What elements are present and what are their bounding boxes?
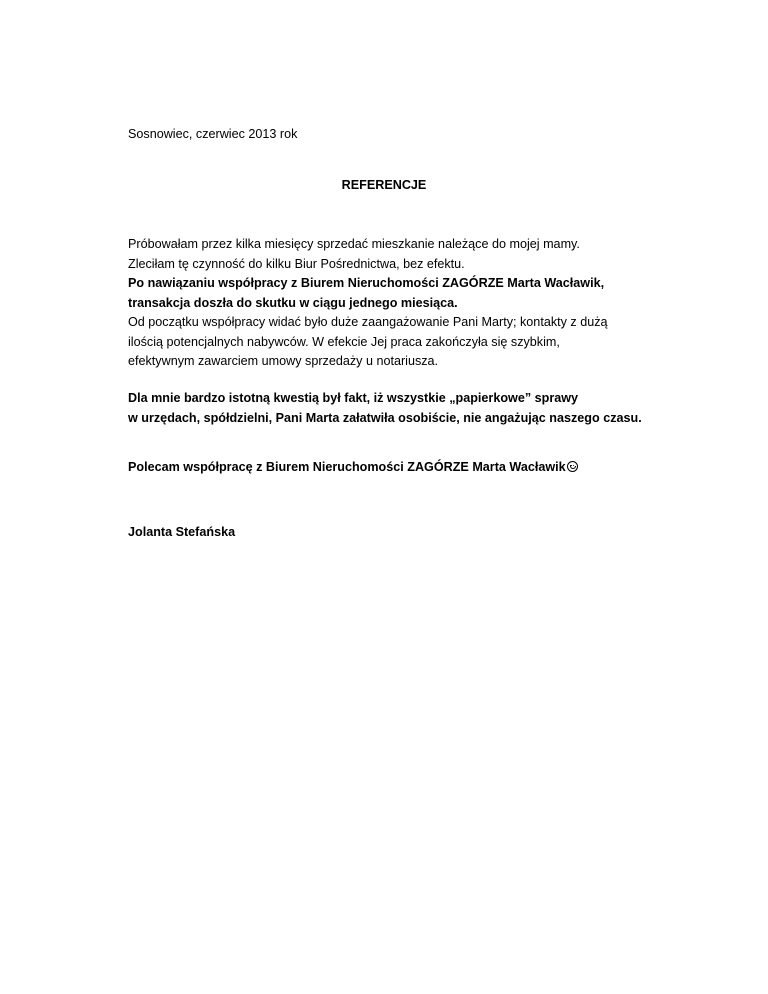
paragraph-line-bold: Dla mnie bardzo istotną kwestią był fakt, iż wszystkie „papierkowe” sprawy: [128, 391, 579, 405]
smiley-icon: [567, 461, 578, 472]
paragraph-paperwork: [128, 388, 728, 428]
document-title: REFERENCJE: [341, 178, 427, 192]
paragraph-line: efektywnym zawarciem umowy sprzedaży u notariusza.: [128, 354, 439, 368]
date-line: Sosnowiec, czerwiec 2013 rok: [128, 127, 298, 141]
recommendation-line: [128, 456, 728, 478]
paragraph-line-bold: transakcja doszła do skutku w ciągu jednego miesiąca.: [128, 295, 458, 310]
paragraph-line: ilością potencjalnych nabywców. W efekcie Jej praca zakończyła się szybkim,: [128, 334, 560, 349]
paragraph-line-bold: Po nawiązaniu współpracy z Biurem Nieruchomości ZAGÓRZE Marta Wacławik,: [128, 276, 605, 290]
paragraph-line: Próbowałam przez kilka miesięcy sprzedać mieszkanie należące do mojej mamy.: [128, 237, 580, 251]
paragraph-line-bold: w urzędach, spółdzielni, Pani Marta załatwiła osobiście, nie angażując naszego czasu.: [128, 411, 642, 425]
signature: Jolanta Stefańska: [128, 525, 236, 539]
paragraph-line: Zleciłam tę czynność do kilku Biur Pośrednictwa, bez efektu.: [128, 256, 465, 271]
paragraph-experience: [128, 235, 728, 372]
paragraph-line: Od początku współpracy widać było duże zaangażowanie Pani Marty; kontakty z dużą: [128, 315, 608, 329]
recommendation-text: Polecam współpracę z Biurem Nieruchomości ZAGÓRZE Marta Wacławik: [128, 460, 566, 474]
